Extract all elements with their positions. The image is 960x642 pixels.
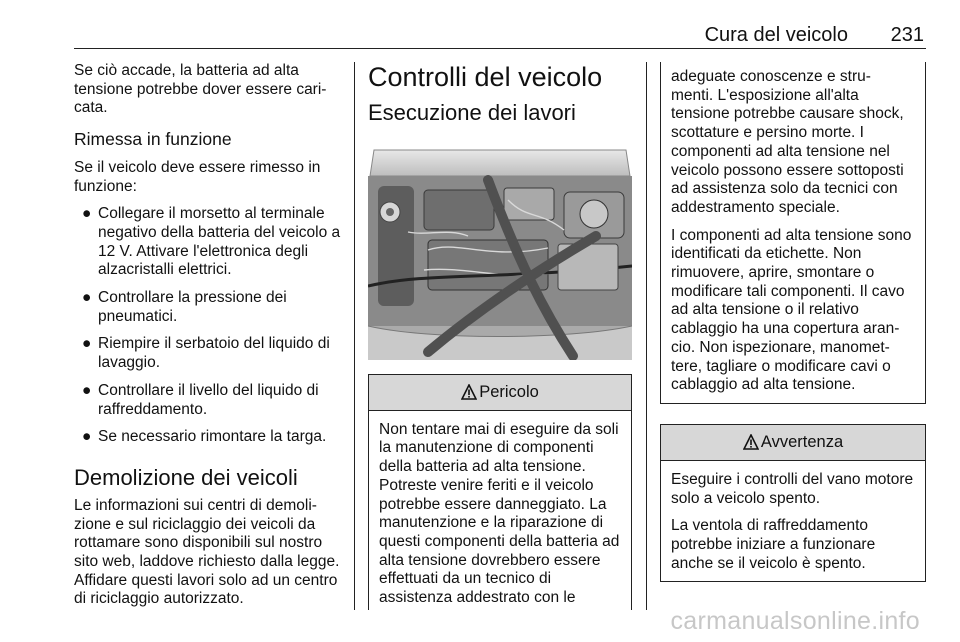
warning-title: Avvertenza [760,433,844,452]
list-item: ● Se necessario rimontare la targa. [82,428,327,446]
chapter-heading: Controlli del veicolo [368,62,603,92]
column-divider-1 [354,62,355,610]
warning-body [661,461,925,582]
column-left [74,62,342,618]
danger-box [368,374,632,610]
section-title: Cura del veicolo [704,24,848,46]
engine-bay-illustration [368,140,632,360]
warning-box [660,424,926,583]
danger-body: Non tentare mai di eseguire da soli la manutenzione di componenti della batteria ad alta tensione. Potreste venire feriti e il veicolo potrebbe essere danneggiato. La manutenzione e la riparazione di questi componenti della batteria ad alta tensione dovrebbero essere effettuati da un tecnico di assistenza addestrato con le [379,420,620,607]
danger-title: Pericolo [479,382,539,401]
warning-triangle-icon [743,434,759,450]
danger-box-continuation [660,62,926,404]
warning-paragraph-2: La ventola di raffreddamento potrebbe iniziare a funzionare anche se il veicolo è spento. [671,517,876,572]
bullet-icon: ● [82,289,92,307]
column-middle [368,62,632,610]
danger-header [369,375,631,411]
restart-heading: Rimessa in funzione [74,129,232,150]
list-item: ● Collegare il morsetto al terminale negativo della batteria del veicolo a 12 V. Attivare l'elettronica degli alzacristalli elettrici. [82,205,341,279]
warning-triangle-icon [461,384,477,400]
column-divider-2 [646,62,647,610]
intro-paragraph: Se ciò accade, la batteria ad alta tensione potrebbe dover essere cari- cata. [74,62,327,117]
danger-continued-paragraph-2: I componenti ad alta tensione sono identificati da etichette. Non rimuovere, aprire, smontare o modificare tali componenti. Il cavo ad alta tensione o il relativo cablaggio ha una copertura aran- cio. Non ispezionare, manomet- tere, tagliare o modificare cavi o cablaggio ad alta tensione. [671,226,912,394]
bullet-icon: ● [82,428,92,446]
demolition-paragraph: Le informazioni sui centri di demoli- zione e sul riciclaggio dei veicoli da rottamare sono disponibili sul nostro sito web, laddove richiesto dalla legge. Affidare questi lavori solo ad un centro di riciclaggio autorizzato. [74,496,340,608]
bullet-icon: ● [82,335,92,353]
bullet-icon: ● [82,205,92,223]
demolition-heading: Demolizione dei veicoli [74,464,298,490]
page-header [74,0,926,47]
list-item: ● Controllare la pressione dei pneumatici. [82,289,287,325]
header-rule [74,48,926,49]
watermark: carmanualsonline.info [670,607,920,635]
danger-continued-paragraph-1: adeguate conoscenze e stru- menti. L'esposizione all'alta tensione potrebbe causare shock, scottature e persino morte. I componenti ad alta tensione nel veicolo possono essere sottoposti ad assistenza solo da tecnici con addestramento speciale. [671,68,904,216]
column-right [660,62,926,582]
warning-paragraph-1: Eseguire i controlli del vano motore solo a veicolo spento. [671,470,914,507]
restart-list [74,205,342,447]
page-number: 231 [890,24,924,46]
list-item: ● Controllare il livello del liquido di raffreddamento. [82,381,319,418]
list-item: ● Riempire il serbatoio del liquido di lavaggio. [82,335,330,372]
warning-header [661,425,925,461]
subsection-heading: Esecuzione dei lavori [368,100,576,125]
bullet-icon: ● [82,381,92,399]
restart-intro: Se il veicolo deve essere rimesso in funzione: [74,158,321,195]
